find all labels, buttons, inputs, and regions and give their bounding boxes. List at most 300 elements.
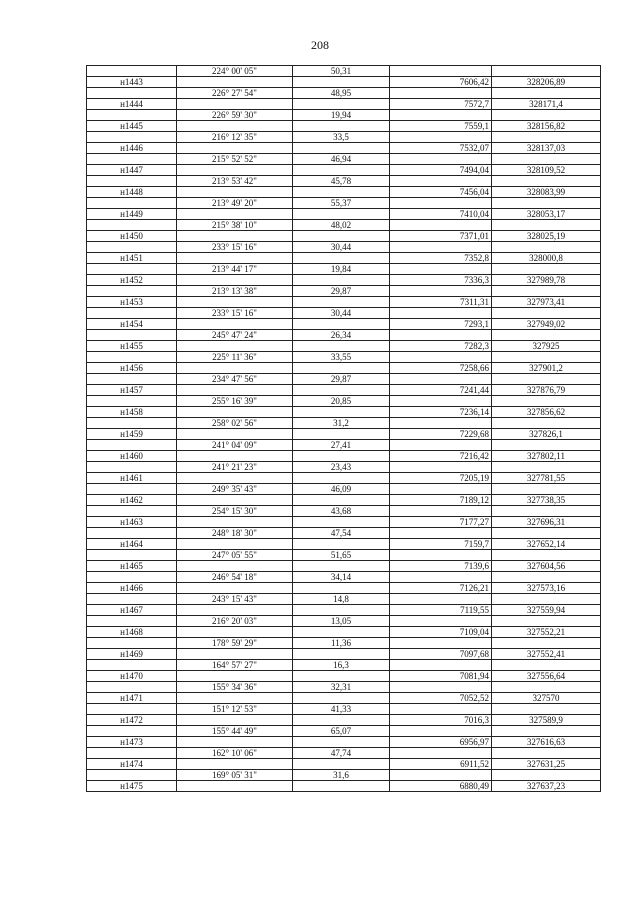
x-coordinate-cell: [390, 132, 492, 143]
table-row: [87, 649, 601, 660]
table-row: [87, 352, 601, 363]
x-coordinate-cell: [390, 66, 492, 77]
point-id-cell: [87, 110, 177, 121]
distance-cell: [293, 231, 390, 242]
table-row: [87, 110, 601, 121]
x-coordinate-cell: [390, 638, 492, 649]
y-coordinate-cell: [492, 770, 601, 781]
x-coordinate-cell: 7052,52: [390, 693, 492, 704]
bearing-cell: 164° 57' 27": [177, 660, 293, 671]
table-row: [87, 682, 601, 693]
bearing-cell: 249° 35' 43": [177, 484, 293, 495]
bearing-cell: [177, 385, 293, 396]
x-coordinate-cell: [390, 660, 492, 671]
distance-cell: [293, 539, 390, 550]
table-row: [87, 176, 601, 187]
point-id-cell: н1451: [87, 253, 177, 264]
distance-cell: [293, 165, 390, 176]
point-id-cell: [87, 748, 177, 759]
x-coordinate-cell: [390, 176, 492, 187]
distance-cell: 33,55: [293, 352, 390, 363]
table-row: [87, 484, 601, 495]
y-coordinate-cell: 328137,03: [492, 143, 601, 154]
distance-cell: [293, 759, 390, 770]
table-row: [87, 605, 601, 616]
bearing-cell: 215° 52' 52": [177, 154, 293, 165]
bearing-cell: 169° 05' 31": [177, 770, 293, 781]
bearing-cell: 226° 27' 54": [177, 88, 293, 99]
y-coordinate-cell: [492, 352, 601, 363]
x-coordinate-cell: 7311,31: [390, 297, 492, 308]
bearing-cell: 245° 47' 24": [177, 330, 293, 341]
y-coordinate-cell: 327570: [492, 693, 601, 704]
table-row: [87, 726, 601, 737]
x-coordinate-cell: [390, 308, 492, 319]
point-id-cell: [87, 726, 177, 737]
x-coordinate-cell: 7532,07: [390, 143, 492, 154]
coordinates-table: [86, 65, 601, 792]
bearing-cell: [177, 143, 293, 154]
bearing-cell: 215° 38' 10": [177, 220, 293, 231]
x-coordinate-cell: [390, 726, 492, 737]
y-coordinate-cell: 327856,62: [492, 407, 601, 418]
x-coordinate-cell: [390, 616, 492, 627]
distance-cell: [293, 517, 390, 528]
x-coordinate-cell: [390, 88, 492, 99]
point-id-cell: [87, 330, 177, 341]
x-coordinate-cell: [390, 242, 492, 253]
table-row: [87, 99, 601, 110]
distance-cell: 13,05: [293, 616, 390, 627]
bearing-cell: [177, 759, 293, 770]
point-id-cell: [87, 528, 177, 539]
x-coordinate-cell: 7371,01: [390, 231, 492, 242]
bearing-cell: 155° 34' 36": [177, 682, 293, 693]
point-id-cell: н1444: [87, 99, 177, 110]
point-id-cell: [87, 550, 177, 561]
distance-cell: 20,85: [293, 396, 390, 407]
table-row: [87, 66, 601, 77]
point-id-cell: н1446: [87, 143, 177, 154]
distance-cell: [293, 495, 390, 506]
x-coordinate-cell: 7258,66: [390, 363, 492, 374]
x-coordinate-cell: 7177,27: [390, 517, 492, 528]
y-coordinate-cell: [492, 110, 601, 121]
distance-cell: [293, 583, 390, 594]
bearing-cell: 254° 15' 30": [177, 506, 293, 517]
table-row: [87, 286, 601, 297]
y-coordinate-cell: 327826,1: [492, 429, 601, 440]
point-id-cell: [87, 704, 177, 715]
table-row: [87, 748, 601, 759]
table-row: [87, 561, 601, 572]
bearing-cell: [177, 121, 293, 132]
bearing-cell: [177, 187, 293, 198]
distance-cell: 47,74: [293, 748, 390, 759]
y-coordinate-cell: [492, 176, 601, 187]
y-coordinate-cell: 327556,64: [492, 671, 601, 682]
table-row: [87, 330, 601, 341]
distance-cell: 23,43: [293, 462, 390, 473]
point-id-cell: [87, 462, 177, 473]
distance-cell: 16,3: [293, 660, 390, 671]
y-coordinate-cell: [492, 550, 601, 561]
page-number: 208: [311, 38, 329, 52]
y-coordinate-cell: 327925: [492, 341, 601, 352]
y-coordinate-cell: 327552,21: [492, 627, 601, 638]
distance-cell: [293, 143, 390, 154]
x-coordinate-cell: 6880,49: [390, 781, 492, 792]
y-coordinate-cell: 327616,63: [492, 737, 601, 748]
distance-cell: 55,37: [293, 198, 390, 209]
distance-cell: [293, 781, 390, 792]
bearing-cell: [177, 671, 293, 682]
bearing-cell: [177, 517, 293, 528]
x-coordinate-cell: 7494,04: [390, 165, 492, 176]
point-id-cell: [87, 660, 177, 671]
distance-cell: [293, 275, 390, 286]
table-row: [87, 440, 601, 451]
point-id-cell: н1459: [87, 429, 177, 440]
distance-cell: 43,68: [293, 506, 390, 517]
point-id-cell: н1474: [87, 759, 177, 770]
bearing-cell: 213° 49' 20": [177, 198, 293, 209]
y-coordinate-cell: 327696,31: [492, 517, 601, 528]
x-coordinate-cell: 6956,97: [390, 737, 492, 748]
point-id-cell: н1447: [87, 165, 177, 176]
distance-cell: [293, 407, 390, 418]
distance-cell: 11,36: [293, 638, 390, 649]
table-row: [87, 671, 601, 682]
x-coordinate-cell: 7352,8: [390, 253, 492, 264]
x-coordinate-cell: [390, 462, 492, 473]
point-id-cell: [87, 220, 177, 231]
table-row: [87, 385, 601, 396]
table-row: [87, 297, 601, 308]
point-id-cell: н1458: [87, 407, 177, 418]
x-coordinate-cell: 7126,21: [390, 583, 492, 594]
bearing-cell: 213° 13' 38": [177, 286, 293, 297]
point-id-cell: [87, 176, 177, 187]
distance-cell: 46,09: [293, 484, 390, 495]
y-coordinate-cell: [492, 198, 601, 209]
distance-cell: 34,14: [293, 572, 390, 583]
point-id-cell: [87, 396, 177, 407]
distance-cell: 27,41: [293, 440, 390, 451]
bearing-cell: [177, 253, 293, 264]
table-row: [87, 121, 601, 132]
point-id-cell: н1467: [87, 605, 177, 616]
distance-cell: 29,87: [293, 374, 390, 385]
y-coordinate-cell: 327901,2: [492, 363, 601, 374]
bearing-cell: [177, 407, 293, 418]
distance-cell: [293, 319, 390, 330]
x-coordinate-cell: 7606,42: [390, 77, 492, 88]
y-coordinate-cell: 327589,9: [492, 715, 601, 726]
point-id-cell: [87, 198, 177, 209]
table-row: [87, 583, 601, 594]
x-coordinate-cell: [390, 418, 492, 429]
distance-cell: 48,95: [293, 88, 390, 99]
distance-cell: 31,6: [293, 770, 390, 781]
y-coordinate-cell: [492, 66, 601, 77]
distance-cell: [293, 429, 390, 440]
distance-cell: 47,54: [293, 528, 390, 539]
bearing-cell: [177, 341, 293, 352]
point-id-cell: [87, 132, 177, 143]
bearing-cell: [177, 605, 293, 616]
point-id-cell: [87, 506, 177, 517]
x-coordinate-cell: 7119,55: [390, 605, 492, 616]
bearing-cell: 241° 21' 23": [177, 462, 293, 473]
point-id-cell: н1464: [87, 539, 177, 550]
y-coordinate-cell: 327573,16: [492, 583, 601, 594]
table-row: [87, 396, 601, 407]
point-id-cell: н1470: [87, 671, 177, 682]
y-coordinate-cell: [492, 528, 601, 539]
x-coordinate-cell: 7097,68: [390, 649, 492, 660]
distance-cell: [293, 473, 390, 484]
y-coordinate-cell: [492, 242, 601, 253]
bearing-cell: [177, 781, 293, 792]
bearing-cell: [177, 473, 293, 484]
point-id-cell: н1472: [87, 715, 177, 726]
y-coordinate-cell: [492, 132, 601, 143]
table-row: [87, 550, 601, 561]
y-coordinate-cell: [492, 616, 601, 627]
point-id-cell: [87, 264, 177, 275]
bearing-cell: 233° 15' 16": [177, 242, 293, 253]
table-row: [87, 154, 601, 165]
x-coordinate-cell: [390, 770, 492, 781]
bearing-cell: [177, 231, 293, 242]
y-coordinate-cell: 327559,94: [492, 605, 601, 616]
point-id-cell: [87, 484, 177, 495]
point-id-cell: н1466: [87, 583, 177, 594]
x-coordinate-cell: 7559,1: [390, 121, 492, 132]
bearing-cell: [177, 429, 293, 440]
x-coordinate-cell: [390, 748, 492, 759]
point-id-cell: [87, 88, 177, 99]
distance-cell: [293, 209, 390, 220]
point-id-cell: н1460: [87, 451, 177, 462]
point-id-cell: н1468: [87, 627, 177, 638]
x-coordinate-cell: [390, 220, 492, 231]
y-coordinate-cell: [492, 638, 601, 649]
x-coordinate-cell: 7410,04: [390, 209, 492, 220]
bearing-cell: [177, 319, 293, 330]
y-coordinate-cell: 327604,56: [492, 561, 601, 572]
x-coordinate-cell: 7216,42: [390, 451, 492, 462]
y-coordinate-cell: [492, 704, 601, 715]
y-coordinate-cell: 327637,23: [492, 781, 601, 792]
table-row: [87, 638, 601, 649]
y-coordinate-cell: 327876,79: [492, 385, 601, 396]
table-row: [87, 374, 601, 385]
y-coordinate-cell: 327738,35: [492, 495, 601, 506]
bearing-cell: [177, 451, 293, 462]
table-row: [87, 132, 601, 143]
bearing-cell: 226° 59' 30": [177, 110, 293, 121]
table-row: [87, 275, 601, 286]
point-id-cell: [87, 352, 177, 363]
table-row: [87, 616, 601, 627]
y-coordinate-cell: [492, 484, 601, 495]
bearing-cell: [177, 627, 293, 638]
x-coordinate-cell: 7456,04: [390, 187, 492, 198]
bearing-cell: 248° 18' 30": [177, 528, 293, 539]
bearing-cell: 255° 16' 39": [177, 396, 293, 407]
x-coordinate-cell: [390, 286, 492, 297]
distance-cell: 29,87: [293, 286, 390, 297]
table-row: [87, 517, 601, 528]
y-coordinate-cell: [492, 462, 601, 473]
table-row: [87, 528, 601, 539]
bearing-cell: 225° 11' 36": [177, 352, 293, 363]
y-coordinate-cell: [492, 726, 601, 737]
distance-cell: 51,65: [293, 550, 390, 561]
table-row: [87, 462, 601, 473]
table-row: [87, 759, 601, 770]
bearing-cell: [177, 297, 293, 308]
table-row: [87, 715, 601, 726]
y-coordinate-cell: 327781,55: [492, 473, 601, 484]
point-id-cell: н1449: [87, 209, 177, 220]
table-row: [87, 506, 601, 517]
distance-cell: [293, 187, 390, 198]
point-id-cell: н1455: [87, 341, 177, 352]
table-row: [87, 77, 601, 88]
table-row: [87, 660, 601, 671]
x-coordinate-cell: [390, 528, 492, 539]
bearing-cell: [177, 539, 293, 550]
distance-cell: 19,84: [293, 264, 390, 275]
distance-cell: [293, 121, 390, 132]
y-coordinate-cell: [492, 440, 601, 451]
x-coordinate-cell: 7236,14: [390, 407, 492, 418]
y-coordinate-cell: [492, 286, 601, 297]
table-row: [87, 165, 601, 176]
y-coordinate-cell: 327949,02: [492, 319, 601, 330]
y-coordinate-cell: 327989,78: [492, 275, 601, 286]
y-coordinate-cell: 328083,99: [492, 187, 601, 198]
point-id-cell: [87, 616, 177, 627]
table-row: [87, 88, 601, 99]
bearing-cell: [177, 561, 293, 572]
y-coordinate-cell: [492, 154, 601, 165]
bearing-cell: 213° 44' 17": [177, 264, 293, 275]
distance-cell: [293, 451, 390, 462]
x-coordinate-cell: [390, 594, 492, 605]
distance-cell: [293, 627, 390, 638]
x-coordinate-cell: 7159,7: [390, 539, 492, 550]
point-id-cell: н1471: [87, 693, 177, 704]
bearing-cell: [177, 99, 293, 110]
y-coordinate-cell: [492, 506, 601, 517]
distance-cell: [293, 341, 390, 352]
bearing-cell: [177, 583, 293, 594]
x-coordinate-cell: 7109,04: [390, 627, 492, 638]
distance-cell: 65,07: [293, 726, 390, 737]
y-coordinate-cell: [492, 748, 601, 759]
bearing-cell: 216° 12' 35": [177, 132, 293, 143]
bearing-cell: 213° 53' 42": [177, 176, 293, 187]
x-coordinate-cell: [390, 682, 492, 693]
point-id-cell: [87, 418, 177, 429]
y-coordinate-cell: [492, 374, 601, 385]
distance-cell: 14,8: [293, 594, 390, 605]
distance-cell: [293, 561, 390, 572]
distance-cell: [293, 385, 390, 396]
bearing-cell: 247° 05' 55": [177, 550, 293, 561]
distance-cell: [293, 671, 390, 682]
point-id-cell: н1465: [87, 561, 177, 572]
point-id-cell: н1469: [87, 649, 177, 660]
point-id-cell: н1457: [87, 385, 177, 396]
y-coordinate-cell: 327802,11: [492, 451, 601, 462]
x-coordinate-cell: 6911,52: [390, 759, 492, 770]
point-id-cell: н1462: [87, 495, 177, 506]
y-coordinate-cell: [492, 220, 601, 231]
y-coordinate-cell: [492, 88, 601, 99]
x-coordinate-cell: 7139,6: [390, 561, 492, 572]
point-id-cell: [87, 242, 177, 253]
distance-cell: [293, 99, 390, 110]
distance-cell: 45,78: [293, 176, 390, 187]
table-row: [87, 451, 601, 462]
point-id-cell: [87, 638, 177, 649]
bearing-cell: 234° 47' 56": [177, 374, 293, 385]
y-coordinate-cell: 327631,25: [492, 759, 601, 770]
table-row: [87, 220, 601, 231]
y-coordinate-cell: 327973,41: [492, 297, 601, 308]
bearing-cell: [177, 737, 293, 748]
table-row: [87, 781, 601, 792]
distance-cell: [293, 253, 390, 264]
x-coordinate-cell: [390, 704, 492, 715]
point-id-cell: н1453: [87, 297, 177, 308]
x-coordinate-cell: 7336,3: [390, 275, 492, 286]
distance-cell: [293, 693, 390, 704]
bearing-cell: 151° 12' 53": [177, 704, 293, 715]
table-row: [87, 198, 601, 209]
x-coordinate-cell: [390, 550, 492, 561]
y-coordinate-cell: [492, 330, 601, 341]
x-coordinate-cell: 7205,19: [390, 473, 492, 484]
point-id-cell: н1473: [87, 737, 177, 748]
x-coordinate-cell: [390, 572, 492, 583]
table-row: [87, 231, 601, 242]
x-coordinate-cell: [390, 440, 492, 451]
distance-cell: 31,2: [293, 418, 390, 429]
point-id-cell: [87, 440, 177, 451]
table-row: [87, 627, 601, 638]
point-id-cell: н1443: [87, 77, 177, 88]
bearing-cell: 243° 15' 43": [177, 594, 293, 605]
x-coordinate-cell: 7282,3: [390, 341, 492, 352]
distance-cell: 26,34: [293, 330, 390, 341]
y-coordinate-cell: 328000,8: [492, 253, 601, 264]
point-id-cell: н1445: [87, 121, 177, 132]
point-id-cell: [87, 154, 177, 165]
bearing-cell: 241° 04' 09": [177, 440, 293, 451]
y-coordinate-cell: [492, 572, 601, 583]
y-coordinate-cell: 328171,4: [492, 99, 601, 110]
point-id-cell: [87, 682, 177, 693]
table-row: [87, 594, 601, 605]
table-row: [87, 341, 601, 352]
distance-cell: [293, 649, 390, 660]
